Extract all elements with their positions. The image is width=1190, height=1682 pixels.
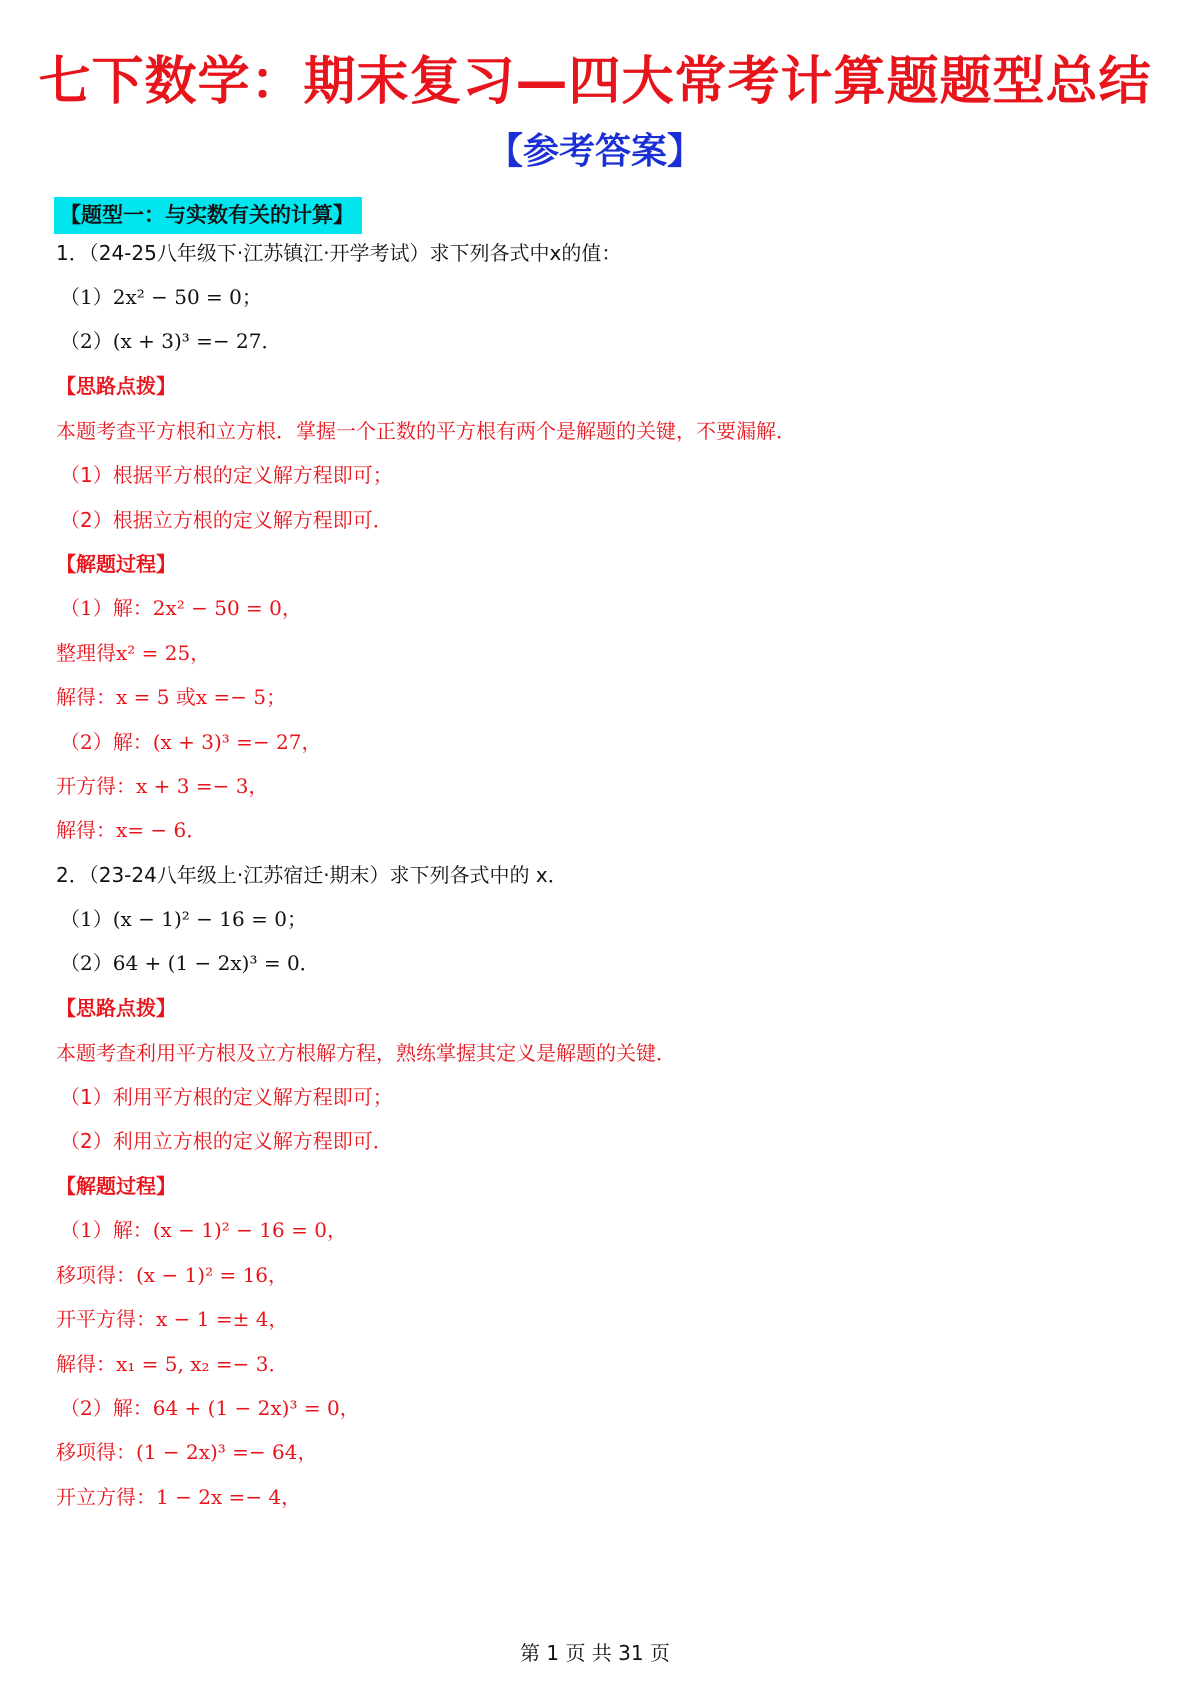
question-2-solution-step: 移项得：(x − 1)² = 16， (56, 1263, 289, 1287)
question-2-solution-step: 解得：x₁ = 5, x₂ =− 3． (56, 1352, 289, 1376)
page-title: 七下数学：期末复习—四大常考计算题题型总结 (38, 52, 1152, 112)
question-1-solution-step: 解得：x = 5 或x =− 5； (56, 685, 287, 709)
question-1-stem: 1．（24-25八年级下·江苏镇江·开学考试）求下列各式中x的值： (56, 241, 622, 265)
question-2-hint-1: （1）利用平方根的定义解方程即可； (60, 1085, 393, 1109)
question-1-solution-step: 解得：x= − 6． (56, 818, 207, 842)
section-heading: 【题型一：与实数有关的计算】 (54, 197, 362, 234)
question-2-solution-step: （1）解：(x − 1)² − 16 = 0， (60, 1218, 347, 1242)
question-1-solution-step: 开方得：x + 3 =− 3， (56, 774, 269, 798)
question-2-solution-step: （2）解：64 + (1 − 2x)³ = 0， (60, 1396, 360, 1420)
question-2-part-2: （2）64 + (1 − 2x)³ = 0． (60, 951, 320, 975)
page-footer: 第 1 页 共 31 页 (520, 1641, 670, 1665)
question-1-hint-2: （2）根据立方根的定义解方程即可． (60, 508, 393, 532)
question-2-solution-header: 【解题过程】 (56, 1174, 176, 1198)
question-1-part-1: （1）2x² − 50 = 0； (60, 285, 262, 309)
question-1-part-2: （2）(x + 3)³ =− 27． (60, 329, 282, 353)
question-2-hint-header: 【思路点拨】 (56, 996, 176, 1020)
question-1-hint-header: 【思路点拨】 (56, 374, 176, 398)
question-2-hint-main: 本题考查利用平方根及立方根解方程，熟练掌握其定义是解题的关键． (56, 1041, 676, 1065)
question-1-solution-header: 【解题过程】 (56, 552, 176, 576)
question-1-solution-step: （1）解：2x² − 50 = 0， (60, 596, 302, 620)
question-2-solution-step: 开立方得：1 − 2x =− 4， (56, 1485, 302, 1509)
page-subtitle: 【参考答案】 (486, 131, 703, 172)
question-2-part-1: （1）(x − 1)² − 16 = 0； (60, 907, 307, 931)
question-1-hint-main: 本题考查平方根和立方根．掌握一个正数的平方根有两个是解题的关键，不要漏解． (56, 419, 796, 443)
question-2-solution-step: 开平方得：x − 1 =± 4， (56, 1307, 289, 1331)
question-2-hint-2: （2）利用立方根的定义解方程即可． (60, 1129, 393, 1153)
question-1-hint-1: （1）根据平方根的定义解方程即可； (60, 463, 393, 487)
question-1-solution-step: （2）解：(x + 3)³ =− 27， (60, 730, 322, 754)
question-2-solution-step: 移项得：(1 − 2x)³ =− 64， (56, 1440, 318, 1464)
question-1-solution-step: 整理得x² = 25， (56, 641, 211, 665)
question-2-stem: 2．（23-24八年级上·江苏宿迁·期末）求下列各式中的 x． (56, 863, 568, 887)
